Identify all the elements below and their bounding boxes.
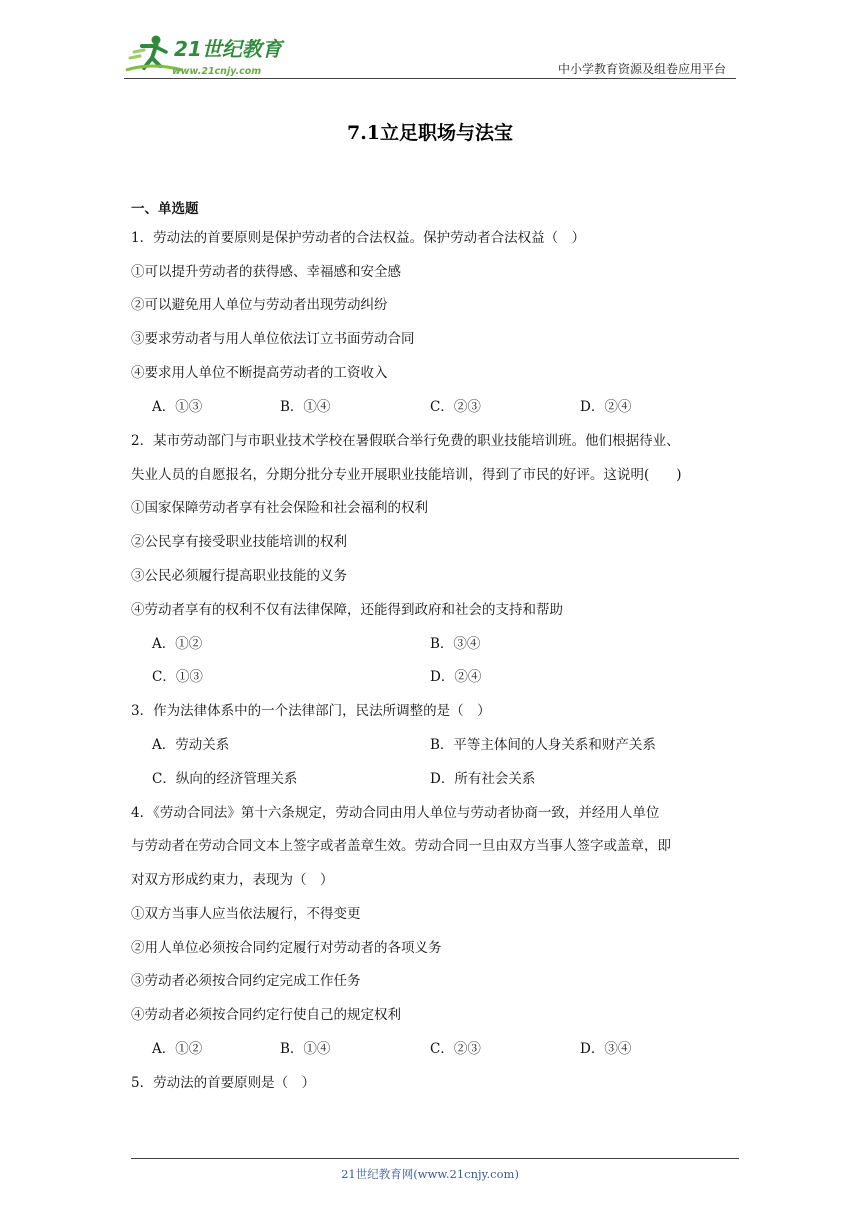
section-heading: 一、单选题 <box>131 201 199 217</box>
question-4-option-c[interactable]: C．②③ <box>430 1041 481 1057</box>
question-2-stem-line-1: 2．某市劳动部门与市职业技术学校在暑假联合举行免费的职业技能培训班。他们根据待业、 <box>131 433 680 449</box>
header-divider <box>124 78 736 79</box>
question-2-statement-4: ④劳动者享有的权利不仅有法律保障，还能得到政府和社会的支持和帮助 <box>131 602 563 618</box>
question-1-stem: 1．劳动法的首要原则是保护劳动者的合法权益。保护劳动者合法权益（ ） <box>131 230 586 246</box>
question-1-statement-2: ②可以避免用人单位与劳动者出现劳动纠纷 <box>131 297 388 313</box>
question-1-statement-4: ④要求用人单位不断提高劳动者的工资收入 <box>131 365 388 381</box>
question-2-statement-2: ②公民享有接受职业技能培训的权利 <box>131 534 347 550</box>
question-4-stem-line-3: 对双方形成约束力，表现为（ ） <box>131 872 334 888</box>
question-4-statement-3: ③劳动者必须按合同约定完成工作任务 <box>131 973 361 989</box>
question-4-option-d[interactable]: D．③④ <box>580 1041 632 1057</box>
question-2-statement-3: ③公民必须履行提高职业技能的义务 <box>131 568 347 584</box>
question-1-statement-3: ③要求劳动者与用人单位依法订立书面劳动合同 <box>131 331 415 347</box>
question-4-option-a[interactable]: A．①② <box>152 1041 203 1057</box>
site-logo <box>122 32 292 80</box>
question-4-stem-line-1: 4．《劳动合同法》第十六条规定，劳动合同由用人单位与劳动者协商一致，并经用人单位 <box>131 805 660 821</box>
question-4-stem-line-2: 与劳动者在劳动合同文本上签字或者盖章生效。劳动合同一旦由双方当事人签字或盖章，即 <box>131 838 671 854</box>
question-1-option-a[interactable]: A．①③ <box>152 399 203 415</box>
page-title: 7.1立足职场与法宝 <box>346 122 514 144</box>
question-4-statement-2: ②用人单位必须按合同约定履行对劳动者的各项义务 <box>131 940 442 956</box>
footer-divider <box>131 1158 739 1159</box>
question-3-stem: 3．作为法律体系中的一个法律部门，民法所调整的是（ ） <box>131 703 491 719</box>
question-2-statement-1: ①国家保障劳动者享有社会保险和社会福利的权利 <box>131 500 428 516</box>
runner-logo-icon <box>122 32 292 80</box>
question-4-option-b[interactable]: B．①④ <box>280 1041 331 1057</box>
question-1-option-c[interactable]: C．②③ <box>430 399 481 415</box>
question-4-statement-1: ①双方当事人应当依法履行，不得变更 <box>131 906 361 922</box>
question-3-option-c[interactable]: C．纵向的经济管理关系 <box>152 771 298 787</box>
page-footer: 21世纪教育网(www.21cnjy.com) <box>341 1167 519 1181</box>
question-3-option-b[interactable]: B．平等主体间的人身关系和财产关系 <box>430 737 656 753</box>
question-3-option-d[interactable]: D．所有社会关系 <box>430 771 536 787</box>
question-2-option-d[interactable]: D．②④ <box>430 669 482 685</box>
question-2-option-a[interactable]: A．①② <box>152 636 203 652</box>
platform-name: 中小学教育资源及组卷应用平台 <box>557 62 726 76</box>
question-2-option-b[interactable]: B．③④ <box>430 636 481 652</box>
question-4-statement-4: ④劳动者必须按合同约定行使自己的规定权利 <box>131 1007 401 1023</box>
question-1-option-d[interactable]: D．②④ <box>580 399 632 415</box>
svg-text:www.21cnjy.com: www.21cnjy.com <box>172 66 262 77</box>
question-5-stem: 5．劳动法的首要原则是（ ） <box>131 1075 316 1091</box>
question-2-option-c[interactable]: C．①③ <box>152 669 203 685</box>
question-2-stem-line-2: 失业人员的自愿报名，分期分批分专业开展职业技能培训，得到了市民的好评。这说明( ) <box>131 467 682 483</box>
svg-text:21世纪教育: 21世纪教育 <box>174 37 282 61</box>
question-1-option-b[interactable]: B．①④ <box>280 399 331 415</box>
question-3-option-a[interactable]: A．劳动关系 <box>152 737 230 753</box>
page-header <box>0 0 860 90</box>
question-1-statement-1: ①可以提升劳动者的获得感、幸福感和安全感 <box>131 264 401 280</box>
